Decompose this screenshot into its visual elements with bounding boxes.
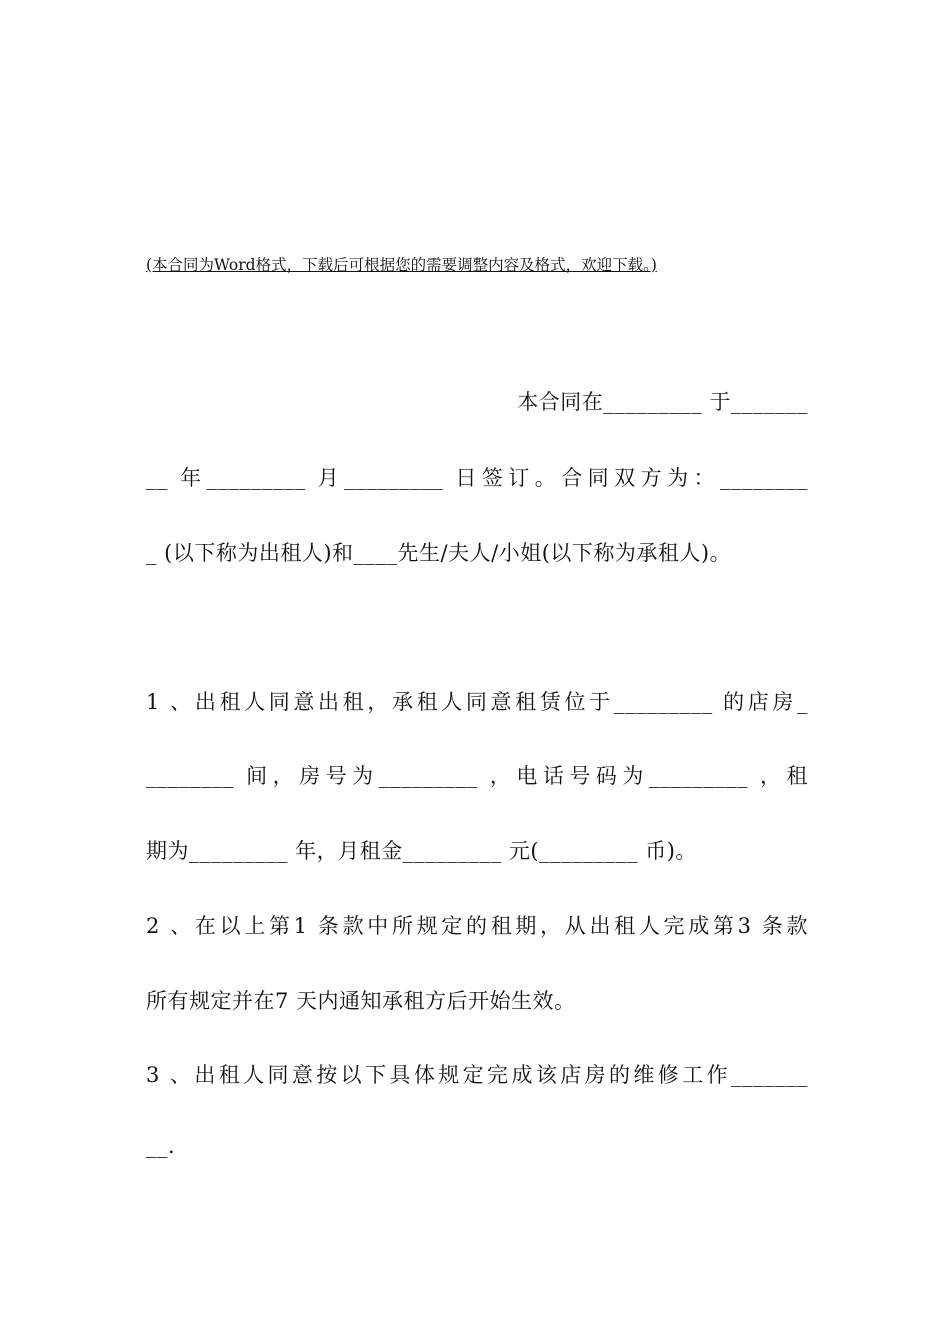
clause-3-line-2: __. [146, 1134, 176, 1158]
clause-3-line-1: 3 、出租人同意按以下具体规定完成该店房的维修工作_______ [146, 1063, 808, 1087]
clause-1-line-1: 1 、出租人同意出租，承租人同意租赁位于_________ 的店房_ [146, 690, 808, 714]
intro-line-1: 本合同在_________ 于_______ [517, 390, 808, 414]
clause-1-line-2: ________ 间，房号为_________ ，电话号码为_________ ，租 [146, 764, 808, 788]
format-notice: (本合同为Word格式，下载后可根据您的需要调整内容及格式，欢迎下载。) [146, 256, 657, 274]
intro-line-2: __ 年_________ 月_________ 日签订。合同双方为：________ [146, 466, 808, 490]
clause-2-line-1: 2 、在以上第1 条款中所规定的租期，从出租人完成第3 条款 [146, 914, 808, 938]
clause-2-line-2: 所有规定并在7 天内通知承租方后开始生效。 [146, 989, 576, 1013]
clause-1-line-3: 期为_________ 年，月租金_________ 元(_________ 币)。 [146, 839, 697, 863]
intro-line-3: _ (以下称为出租人)和____先生/夫人/小姐(以下称为承租人)。 [146, 541, 732, 565]
